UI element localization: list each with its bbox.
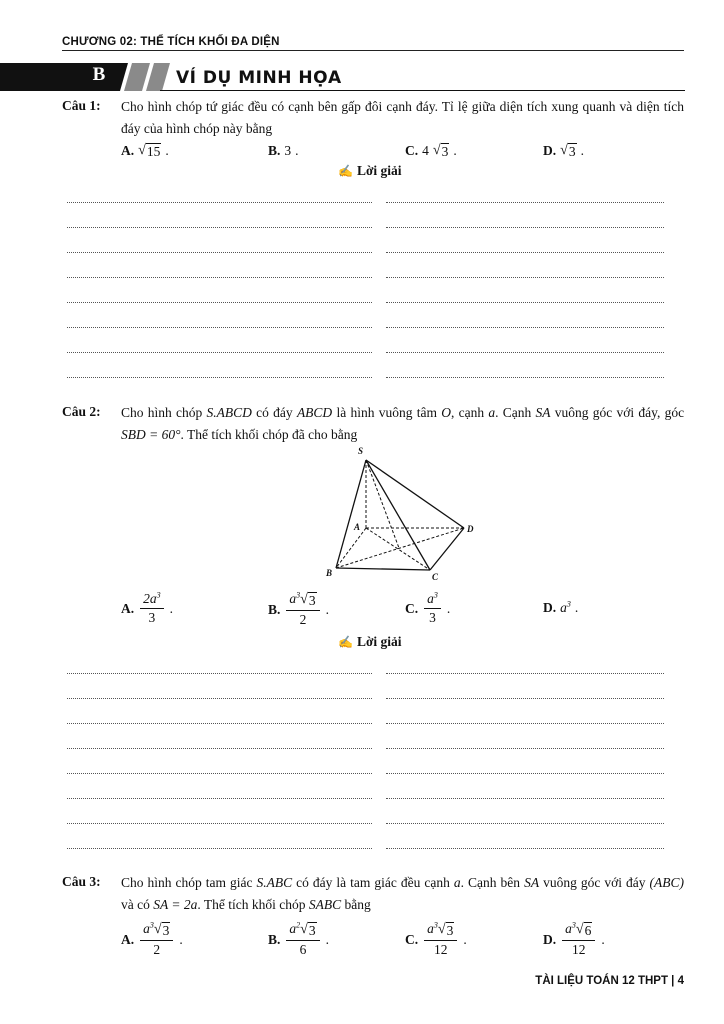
q3-option-b[interactable]: B. $a^2$ √ 3 6 . [268, 920, 330, 957]
answer-line[interactable] [67, 823, 372, 824]
q2-option-c[interactable]: C. $\frac{a^3}{3}$ . [405, 590, 451, 625]
q2-option-d[interactable]: D. $a^3$ . [543, 599, 579, 615]
answer-line[interactable] [386, 252, 664, 253]
answer-line[interactable] [386, 823, 664, 824]
answer-line[interactable] [386, 227, 664, 228]
section-letter: B [92, 64, 106, 85]
chapter-header: CHƯƠNG 02: THỂ TÍCH KHỐI ĐA DIỆN [62, 36, 280, 48]
answer-line[interactable] [386, 798, 664, 799]
answer-line[interactable] [67, 798, 372, 799]
answer-line[interactable] [386, 848, 664, 849]
answer-line[interactable] [386, 748, 664, 749]
page-footer: TÀI LIỆU TOÁN 12 THPT | 4 [535, 975, 684, 987]
answer-line[interactable] [386, 673, 664, 674]
answer-line[interactable] [386, 723, 664, 724]
q3-option-d[interactable]: D. $a^3$ √ 6 12 . [543, 920, 605, 957]
header-divider [62, 50, 684, 51]
answer-line[interactable] [386, 327, 664, 328]
answer-line[interactable] [67, 302, 372, 303]
vertex-s-label: S [358, 446, 364, 456]
answer-line[interactable] [386, 773, 664, 774]
answer-line[interactable] [386, 698, 664, 699]
answer-line[interactable] [67, 673, 372, 674]
answer-line[interactable] [386, 377, 664, 378]
q2-option-a[interactable]: A. $\frac{2a^3}{3}$ . [121, 590, 173, 625]
answer-line[interactable] [67, 202, 372, 203]
q3-option-a[interactable]: A. $a^3$ √ 3 2 . [121, 920, 183, 957]
answer-line[interactable] [67, 377, 372, 378]
q1-option-a[interactable]: A. √ 15 . [121, 142, 169, 159]
answer-line[interactable] [67, 848, 372, 849]
vertex-a-label: A [354, 522, 361, 532]
answer-line[interactable] [67, 773, 372, 774]
answer-line[interactable] [67, 698, 372, 699]
pencil-icon: ✍ [338, 634, 353, 649]
answer-line[interactable] [386, 352, 664, 353]
q1-text: Cho hình chóp tứ giác đều có cạnh bên gấp đôi cạnh đáy. Tỉ lệ giữa diện tích xung quanh và diện tích đáy của hình chóp này bằng [121, 99, 684, 136]
q3-text: Cho hình chóp tam giác S.ABC có đáy là tam giác đều cạnh a. Cạnh bên SA vuông góc với đáy (ABC) và có SA = 2a. Thể tích khối chóp SABC bằng [121, 875, 685, 912]
answer-line[interactable] [386, 202, 664, 203]
q3-option-c[interactable]: C. $a^3$ √ 3 12 . [405, 920, 467, 957]
answer-line[interactable] [67, 723, 372, 724]
q1-solution-heading: ✍ Lời giải [338, 163, 402, 178]
answer-line[interactable] [67, 277, 372, 278]
section-title: VÍ DỤ MINH HỌA [176, 68, 342, 88]
answer-line[interactable] [386, 277, 664, 278]
answer-line[interactable] [67, 748, 372, 749]
answer-line[interactable] [67, 327, 372, 328]
answer-line[interactable] [67, 352, 372, 353]
answer-line[interactable] [67, 227, 372, 228]
q1-option-b[interactable]: B. 3 . [268, 143, 299, 158]
q2-solution-heading: ✍ Lời giải [338, 634, 402, 649]
q3-label: Câu 3: [62, 874, 101, 889]
pyramid-figure [320, 446, 490, 586]
q2-option-b[interactable]: B. $a^3$ √ 3 2 . [268, 590, 330, 627]
q2-label: Câu 2: [62, 404, 101, 419]
q1-option-d[interactable]: D. √ 3 . [543, 142, 585, 159]
answer-line[interactable] [67, 252, 372, 253]
vertex-d-label: D [467, 524, 474, 534]
answer-line[interactable] [386, 302, 664, 303]
vertex-b-label: B [326, 568, 333, 578]
pencil-icon: ✍ [338, 163, 353, 178]
q1-option-c[interactable]: C. 4 √ 3 . [405, 142, 457, 159]
q1-label: Câu 1: [62, 98, 101, 113]
vertex-c-label: C [432, 572, 439, 582]
q2-text: Cho hình chóp S.ABCD có đáy ABCD là hình vuông tâm O, cạnh a. Cạnh SA vuông góc với đáy, góc SBD = 60°. Thể tích khối chóp đã cho bằng [121, 405, 685, 442]
